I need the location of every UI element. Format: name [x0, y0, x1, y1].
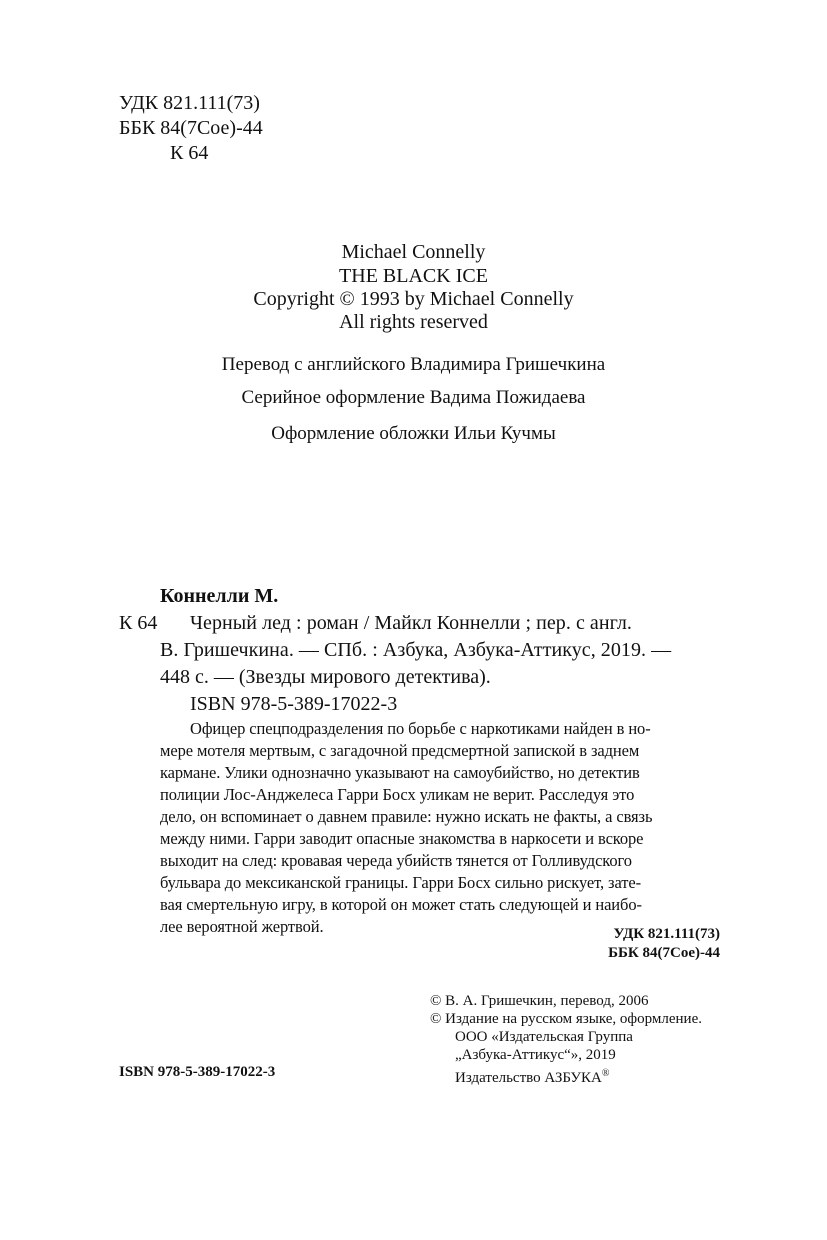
catalog-line-3: 448 с. — (Звезды мирового детектива).: [160, 666, 491, 688]
annotation-line-7: выходит на след: кровавая череда убийств тянется от Голливудского: [160, 851, 632, 870]
catalog-isbn: ISBN 978-5-389-17022-3: [190, 693, 398, 715]
annotation-line-4: полиции Лос-Анджелеса Гарри Босх уликам не верит. Расследуя это: [160, 785, 635, 804]
copyright-translation: © В. А. Гришечкин, перевод, 2006: [430, 993, 649, 1009]
annotation-line-8: бульвара до мексиканской границы. Гарри Босх сильно рискует, зате-: [160, 873, 641, 892]
catalog-line-1: Черный лед : роман / Майкл Коннелли ; пер. с англ.: [190, 612, 632, 634]
copyright-publisher-2: „Азбука-Аттикус“», 2019: [455, 1047, 616, 1063]
original-copyright: Copyright © 1993 by Michael Connelly: [253, 288, 574, 310]
isbn-bottom: ISBN 978-5-389-17022-3: [119, 1064, 276, 1080]
catalog-mark: К 64: [119, 612, 158, 634]
udk-bottom: УДК 821.111(73): [613, 926, 720, 942]
copyright-publisher-1: ООО «Издательская Группа: [455, 1029, 633, 1045]
bbk-top: ББК 84(7Сое)-44: [119, 117, 263, 139]
annotation-line-10: лее вероятной жертвой.: [160, 917, 324, 936]
annotation-line-3: кармане. Улики однозначно указывают на самоубийство, но детектив: [160, 763, 640, 782]
annotation-line-6: между ними. Гарри заводит опасные знакомства в наркосети и вскоре: [160, 829, 644, 848]
registered-mark: ®: [601, 1068, 610, 1079]
author-mark-top: К 64: [170, 142, 209, 164]
catalog-line-2: В. Гришечкина. — СПб. : Азбука, Азбука-Аттикус, 2019. —: [160, 639, 672, 661]
translation-credit: Перевод с английского Владимира Гришечкина: [221, 354, 606, 375]
original-rights: All rights reserved: [339, 311, 488, 333]
annotation-line-1: Офицер спецподразделения по борьбе с наркотиками найден в но-: [190, 719, 651, 738]
bbk-bottom: ББК 84(7Сое)-44: [608, 945, 720, 961]
cover-design-credit: Оформление обложки Ильи Кучмы: [271, 423, 556, 444]
series-design-credit: Серийное оформление Вадима Пожидаева: [241, 387, 586, 408]
publisher-name-text: Издательство АЗБУКА: [455, 1070, 602, 1086]
udk-top: УДК 821.111(73): [119, 92, 260, 114]
original-title: THE BLACK ICE: [339, 265, 488, 287]
annotation-line-2: мере мотеля мертвым, с загадочной предсмертной запиской в заднем: [160, 741, 640, 760]
publisher-name: [455, 1065, 610, 1087]
catalog-heading: Коннелли М.: [160, 585, 279, 607]
annotation-line-5: дело, он вспоминает о давнем правиле: нужно искать не факты, а связь: [160, 807, 653, 826]
copyright-edition: © Издание на русском языке, оформление.: [430, 1011, 702, 1027]
original-author: Michael Connelly: [341, 241, 486, 263]
annotation-line-9: вая смертельную игру, в которой он может стать следующей и наибо-: [160, 895, 642, 914]
